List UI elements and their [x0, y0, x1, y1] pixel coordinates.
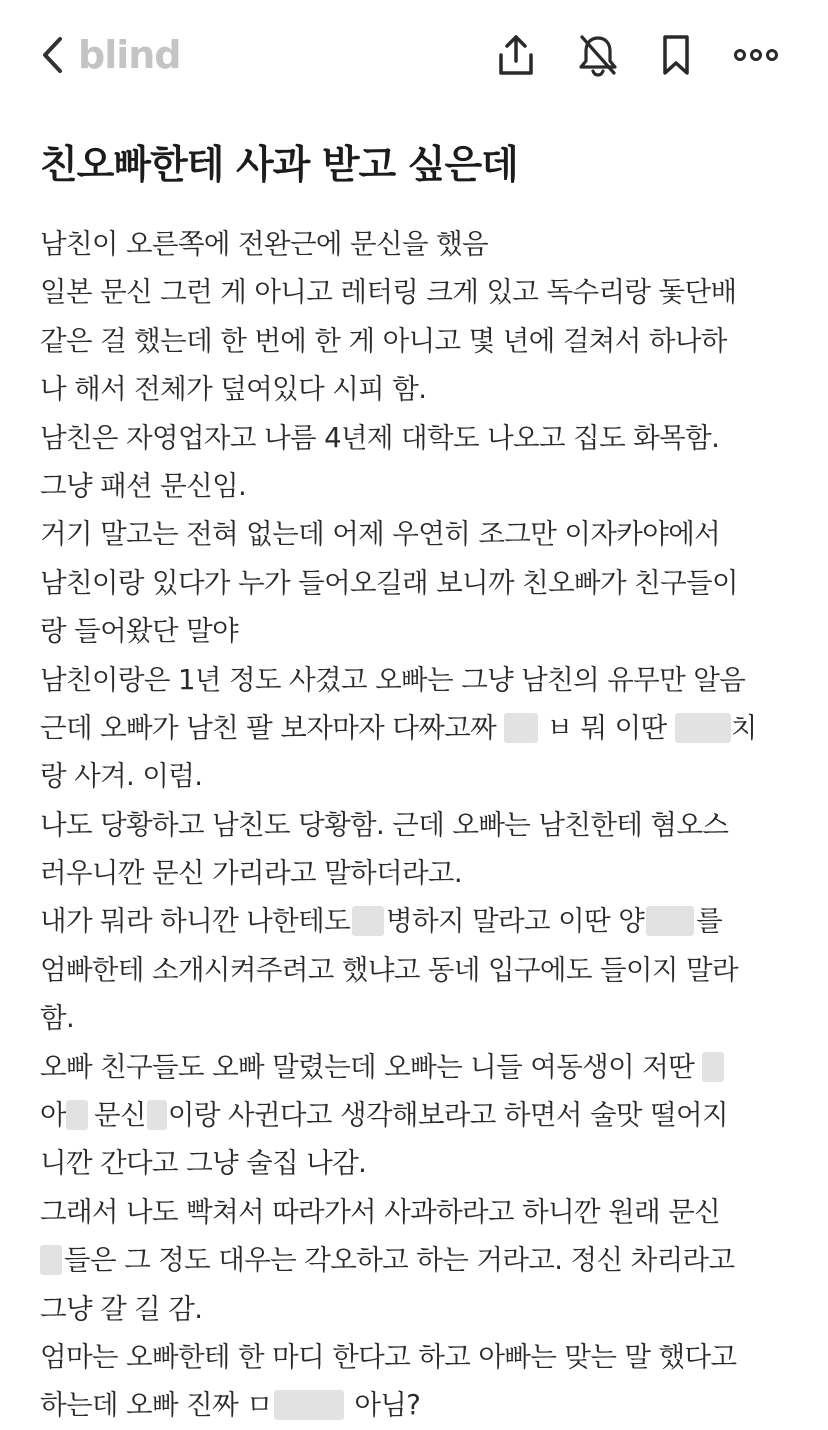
redacted-blur: [274, 1390, 344, 1420]
body-line: 그래서 나도 빡쳐서 따라가서 사과하라고 하니깐 원래 문신: [40, 1195, 721, 1228]
redacted-blur: [147, 1100, 167, 1130]
redacted-blur: [66, 1100, 88, 1130]
redacted-blur: [40, 1245, 62, 1275]
body-line: 근데 오빠가 남친 팔 보자마자 다짜고짜 ㅂ 뭐 이딴 치: [40, 711, 757, 744]
share-icon: [496, 33, 536, 77]
body-line: 나 해서 전체가 덮여있다 시피 함.: [40, 373, 427, 406]
top-bar: [0, 0, 828, 110]
body-line: 랑 사겨. 이럼.: [40, 760, 203, 793]
body-line: 들은 그 정도 대우는 각오하고 하는 거라고. 정신 차리라고: [40, 1236, 800, 1284]
body-line: 거기 말고는 전혀 없는데 어제 우연히 조그만 이자카야에서: [40, 518, 721, 551]
body-line: 나도 당황하고 남친도 당황함. 근데 오빠는 남친한테 혐오스: [40, 808, 729, 841]
body-line: 랑 들어왔단 말야: [40, 615, 239, 648]
body-line: 그냥 갈 길 감.: [40, 1292, 203, 1325]
back-button[interactable]: [30, 32, 74, 78]
body-line: 그냥 패션 문신임.: [40, 469, 247, 502]
body-line: 남친은 자영업자고 나름 4년제 대학도 나오고 집도 화목함.: [40, 421, 720, 454]
brand-logo[interactable]: blind: [78, 33, 181, 77]
body-line: 엄마는 오빠한테 한 마디 한다고 하고 아빠는 맞는 말 했다고: [40, 1340, 737, 1373]
body-line: 남친이랑 있다가 누가 들어오길래 보니까 친오빠가 친구들이: [40, 566, 738, 599]
post-title: 친오빠한테 사과 받고 싶은데: [40, 143, 518, 188]
body-line: 니깐 간다고 그냥 술집 나감.: [40, 1147, 367, 1180]
body-line: 오빠 친구들도 오빠 말렸는데 오빠는 니들 여동생이 저딴: [40, 1043, 800, 1091]
body-line: 남친이 오른쪽에 전완근에 문신을 했음: [40, 228, 489, 260]
redacted-blur: [504, 713, 538, 743]
body-line: 일본 문신 그런 게 아니고 레터링 크게 있고 독수리랑 돛단배: [40, 276, 737, 309]
body-line: 하는데 오빠 진짜 ㅁ 아님?: [40, 1389, 421, 1422]
body-line: 내가 뭐라 하니깐 나한테도 병하지 말라고 이딴 양 를: [40, 905, 723, 938]
body-line: 같은 걸 했는데 한 번에 한 게 아니고 몇 년에 걸쳐서 하나하: [40, 324, 727, 357]
notification-toggle-button[interactable]: [574, 30, 622, 80]
post-body: [40, 220, 800, 1430]
redacted-blur: [352, 906, 384, 936]
more-icon: [733, 45, 779, 65]
bookmark-button[interactable]: [652, 30, 700, 80]
more-button[interactable]: [732, 30, 780, 80]
body-line: 함.: [40, 1002, 75, 1035]
notification-off-icon: [576, 32, 620, 78]
redacted-blur: [702, 1052, 724, 1082]
body-line: 아 문신 이랑 사귄다고 생각해보라고 하면서 술맛 떨어지: [40, 1099, 728, 1132]
body-line: 러우니깐 문신 가리라고 말하더라고.: [40, 857, 463, 890]
bookmark-icon: [659, 33, 693, 77]
back-chevron-icon: [40, 35, 64, 75]
redacted-blur: [646, 906, 694, 936]
body-line: 엄빠한테 소개시켜주려고 했냐고 동네 입구에도 들이지 말라: [40, 953, 738, 986]
body-line: 남친이랑은 1년 정도 사겼고 오빠는 그냥 남친의 유무만 알음: [40, 663, 746, 696]
redacted-blur: [675, 713, 731, 743]
share-button[interactable]: [492, 30, 540, 80]
